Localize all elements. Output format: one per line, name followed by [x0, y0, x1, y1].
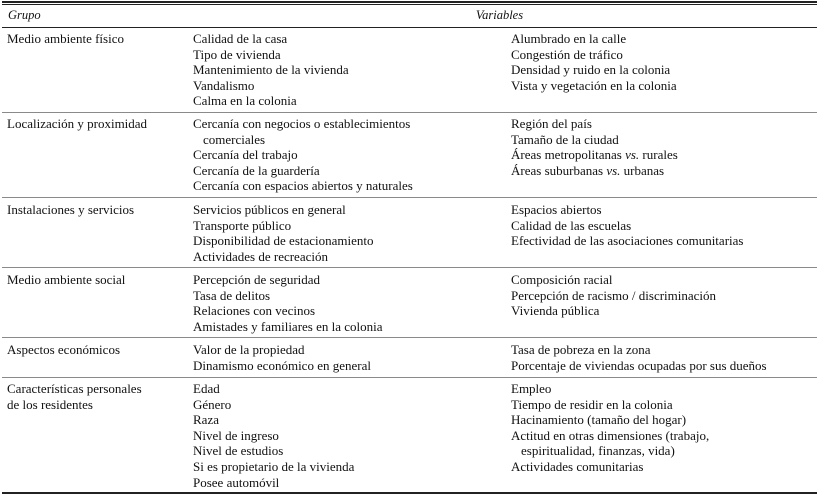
variable: Transporte público	[193, 217, 292, 233]
variable: Mantenimiento de la vivienda	[193, 62, 349, 78]
header-grupo: Grupo	[8, 8, 41, 22]
top-rule	[2, 1, 817, 3]
variable-text: Áreas suburbanas	[511, 162, 607, 178]
variable	[511, 163, 811, 179]
variable: Hacinamiento (tamaño del hogar)	[511, 412, 687, 428]
variable: Relaciones con vecinos	[193, 303, 316, 319]
variable: Tasa de pobreza en la zona	[511, 342, 651, 357]
variable: Amistades y familiares en la colonia	[193, 318, 383, 334]
variable: Efectividad de las asociaciones comunitarias	[511, 233, 744, 249]
group-name: Instalaciones y servicios	[7, 202, 135, 217]
variable: Nivel de ingreso	[193, 427, 279, 443]
variable: Si es propietario de la vivienda	[193, 458, 355, 474]
variable-text: Áreas metropolitanas	[511, 147, 626, 163]
group-name: Características personales	[7, 381, 142, 396]
group-separator	[2, 337, 817, 338]
bottom-rule	[2, 492, 817, 494]
variable: Actividades de recreación	[193, 248, 328, 264]
variable: Percepción de seguridad	[193, 272, 321, 287]
variable: Cercanía con espacios abiertos y naturales	[193, 178, 413, 194]
variable: Cercanía de la guardería	[193, 162, 320, 178]
variable: Densidad y ruido en la colonia	[511, 62, 671, 78]
group-name: Medio ambiente social	[7, 272, 126, 287]
variable: Alumbrado en la calle	[511, 31, 627, 46]
variable-continuation: comerciales	[203, 131, 266, 147]
variable-text: rurales	[639, 147, 678, 163]
group-name: Medio ambiente físico	[7, 31, 124, 46]
variable: Servicios públicos en general	[193, 202, 346, 217]
variable: Calidad de la casa	[193, 31, 288, 46]
group-separator	[2, 377, 817, 378]
variable: Edad	[193, 381, 220, 396]
group-name-continuation: de los residentes	[7, 396, 93, 412]
variable: Valor de la propiedad	[193, 342, 305, 357]
variable: Raza	[193, 412, 219, 428]
variable: Calma en la colonia	[193, 93, 297, 109]
variable-text: Tamaño de la ciudad	[511, 131, 619, 147]
variable: Posee automóvil	[193, 474, 280, 490]
group-name: Aspectos económicos	[7, 342, 121, 357]
variable: Vivienda pública	[511, 303, 600, 319]
variable: Vista y vegetación en la colonia	[511, 77, 677, 93]
variable: Cercanía del trabajo	[193, 147, 298, 163]
variable: Tipo de vivienda	[193, 46, 281, 62]
variable	[511, 132, 811, 148]
variable-text: urbanas	[620, 162, 665, 178]
variable-continuation: espiritualidad, finanzas, vida)	[521, 443, 675, 459]
group-separator	[2, 267, 817, 268]
variable	[511, 147, 811, 163]
top-rule-thin	[2, 4, 817, 5]
variable-em: vs.	[606, 162, 621, 178]
variable: Empleo	[511, 381, 552, 396]
variable: Porcentaje de viviendas ocupadas por sus dueños	[511, 357, 767, 373]
group-separator	[2, 112, 817, 113]
variable: Composición racial	[511, 272, 613, 287]
variable: Disponibilidad de estacionamiento	[193, 233, 374, 249]
variable: Actitud en otras dimensiones (trabajo,	[511, 427, 710, 443]
table-header	[8, 8, 811, 26]
header-variables: Variables	[475, 8, 524, 22]
variable	[511, 116, 811, 132]
variable: Espacios abiertos	[511, 202, 602, 217]
group-name: Localización y proximidad	[7, 116, 148, 131]
header-rule	[2, 27, 817, 28]
variable: Dinamismo económico en general	[193, 357, 371, 373]
variable: Vandalismo	[193, 77, 255, 93]
variable: Cercanía con negocios o establecimientos	[193, 116, 411, 131]
group-separator	[2, 197, 817, 198]
variable: Percepción de racismo / discriminación	[511, 287, 717, 303]
variable-text: Región del país	[511, 116, 592, 131]
variable: Calidad de las escuelas	[511, 217, 632, 233]
variable: Actividades comunitarias	[511, 458, 644, 474]
variable: Tiempo de residir en la colonia	[511, 396, 673, 412]
variable: Tasa de delitos	[193, 287, 271, 303]
variable-em: vs.	[625, 147, 640, 163]
variable: Género	[193, 396, 232, 412]
variable: Nivel de estudios	[193, 443, 284, 459]
variable: Congestión de tráfico	[511, 46, 623, 62]
